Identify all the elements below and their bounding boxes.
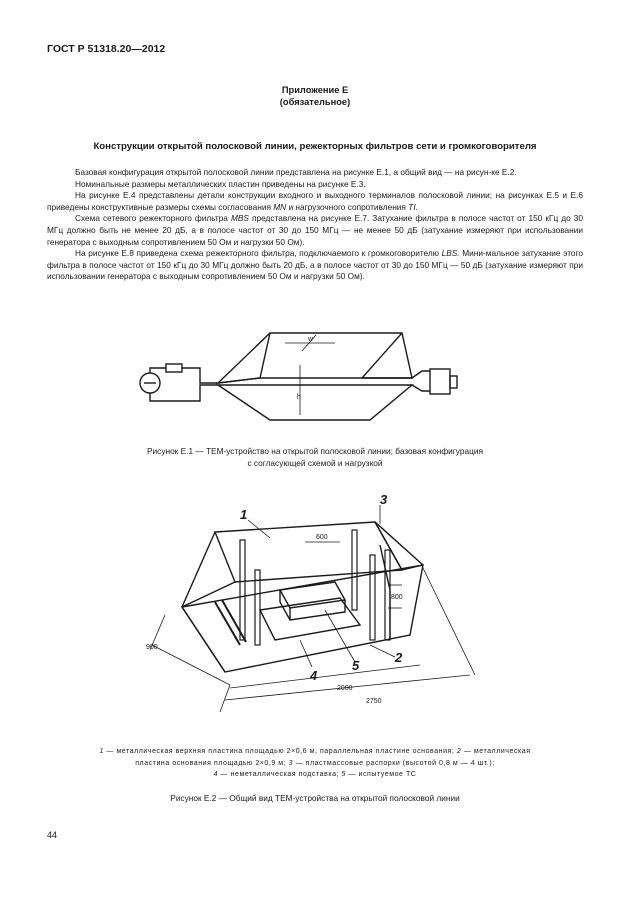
dim-600: 600	[316, 534, 328, 541]
italic-term: 3	[288, 759, 294, 767]
italic-term: 1	[99, 748, 104, 755]
section-title: Конструкции открытой полосковой линии, режекторных фильтров сети и громкоговорителя	[93, 141, 537, 152]
spacer-posts	[240, 530, 390, 645]
italic-term: 4	[213, 771, 219, 778]
callout-3: 3	[380, 492, 388, 507]
figure-e2-diagram	[140, 490, 585, 715]
figure-e1-caption-line2: с согласующей схемой и нагрузкой	[247, 458, 383, 468]
standard-header: ГОСТ Р 51318.20—2012	[47, 43, 166, 55]
text-run: Мини-мальное затухание этого фильтра в полосе частот от 150 кГц до 30 МГц должно быть 20 дБ, а в полосе частот от 30 до 150 МГц — 50 дБ (затухание измеряют при использовании генератора с выходным сопротивлением 50 Ом и нагрузки 50 Ом).	[47, 248, 583, 282]
page-number: 44	[47, 830, 58, 840]
figure-e1-caption-line1: Рисунок Е.1 — ТЕМ-устройство на открытой полосковой линии; базовая конфигурация	[147, 446, 483, 456]
ground-plate	[218, 385, 412, 420]
paragraph	[47, 167, 583, 179]
italic-term: 2	[456, 748, 462, 755]
dim-800: 800	[391, 594, 403, 601]
label-w: w	[308, 336, 314, 343]
italic-term: LBS.	[441, 248, 460, 259]
appendix-status: (обязательное)	[279, 97, 351, 107]
text-run: — испытуемое ТС	[345, 771, 417, 778]
text-run: — неметаллическая подставка;	[218, 771, 342, 778]
dim-900: 900	[146, 644, 158, 651]
paragraph	[47, 190, 583, 213]
load-resistor	[450, 376, 457, 388]
callout-4: 4	[310, 668, 318, 683]
top-plate	[218, 333, 412, 383]
dim-2000: 2000	[337, 685, 353, 692]
italic-term: MN	[273, 201, 287, 212]
text-run: и нагрузочного сопротивления	[286, 201, 409, 212]
figure-e2-caption: Рисунок Е.2 — Общий вид ТЕМ-устройства на открытой полосковой линии	[170, 793, 460, 803]
paragraph	[47, 248, 583, 283]
load-enclosure	[430, 369, 450, 394]
figure-e2-legend	[40, 746, 590, 781]
text-run: На рисунке Е.4 представлены детали конструкции входного и выходного терминалов полосковой линии; на рисунках Е.5 и Е.6 приведены конструктивные размеры схемы согласования	[47, 190, 583, 212]
label-h: h	[297, 394, 301, 401]
text-run: Номинальные размеры металлических пластин приведены на рисунке Е.3.	[75, 178, 366, 189]
text-run: — металлическая	[461, 748, 531, 755]
text-run: — металлическая верхняя пластина площадью 2×0,6 м, параллельная пластине основания;	[103, 748, 457, 755]
text-run: На рисунке Е.8 приведена схема режекторного фильтра, подключаемого к громкоговорителю	[75, 248, 442, 259]
callout-1: 1	[240, 507, 248, 522]
text-run: Базовая конфигурация открытой полосковой линии представлена на рисунке Е.1, а общий вид — на рисун-ке Е.2.	[75, 167, 517, 177]
italic-term: MBS	[230, 213, 249, 224]
italic-term: TI.	[408, 201, 418, 212]
paragraph	[47, 179, 583, 191]
legend-line	[40, 746, 590, 758]
text-run: представлена на рисунке Е.7. Затухание фильтра в полосе частот от 150 кГц до 30 МГц должно быть не менее 20 дБ, а в полосе частот от 30 до 150 МГц — не менее 50 дБ (затухание измеряют при использовании генератора с выходным сопротивлением 50 Ом и нагрузки 50 Ом).	[47, 213, 583, 247]
callout-5: 5	[352, 658, 360, 673]
text-run: — пластмассовые распорки (высотой 0,8 м — 4 шт.);	[293, 759, 495, 767]
text-run: Схема сетевого режекторного фильтра	[75, 213, 231, 224]
legend-line	[40, 758, 590, 770]
text-run: пластина основания площадью 2×0,9 м;	[135, 759, 289, 767]
input-resistor	[166, 364, 182, 372]
legend-line	[40, 769, 590, 781]
figure-e1-diagram	[130, 325, 475, 435]
italic-term: 5	[341, 771, 346, 778]
paragraph	[47, 213, 583, 248]
appendix-name: Приложение Е	[281, 85, 349, 95]
body-text	[47, 167, 583, 283]
callout-2: 2	[395, 650, 403, 665]
dim-2750: 2750	[366, 698, 382, 705]
